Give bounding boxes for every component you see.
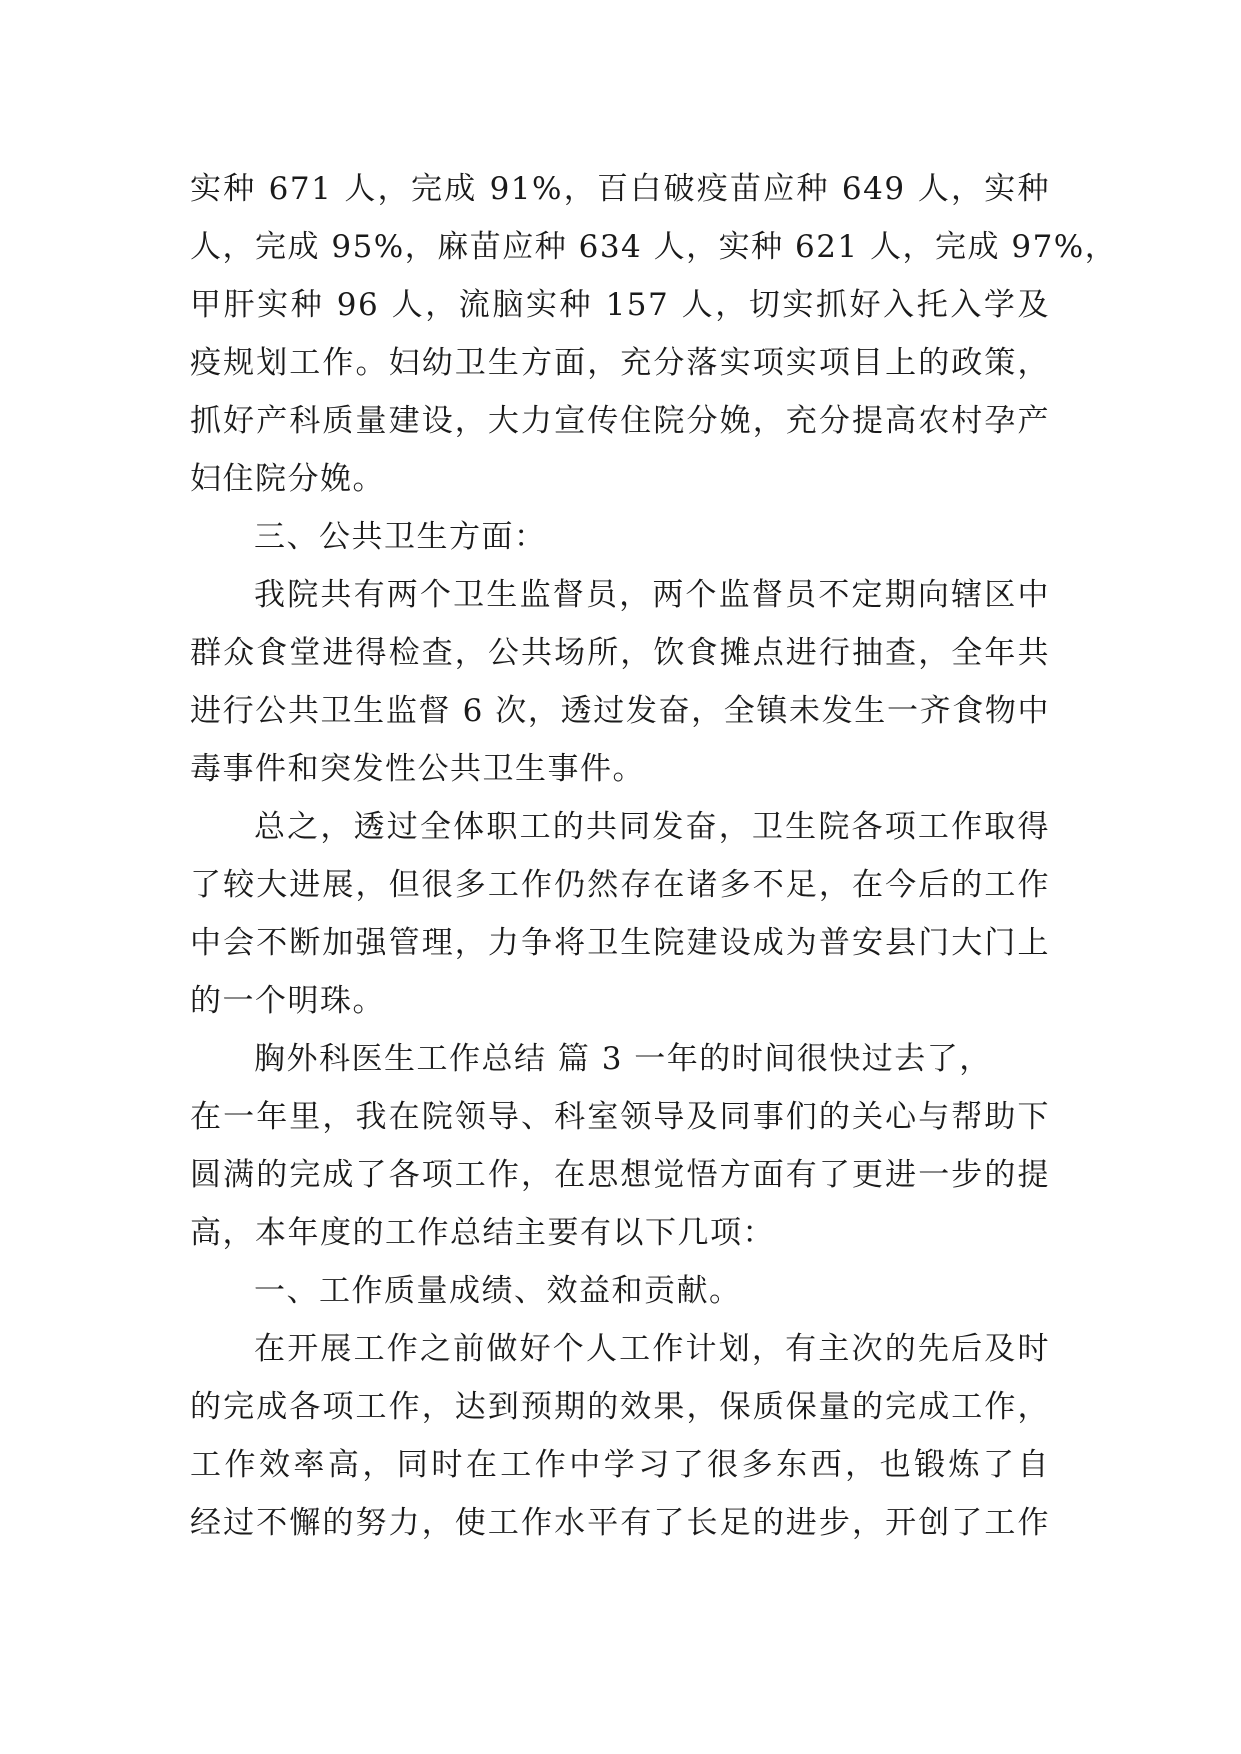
text-line: 进行公共卫生监督 6 次，透过发奋，全镇未发生一齐食物中 (190, 693, 1050, 729)
document-body (190, 160, 1118, 1552)
text-line: 抓好产科质量建设，大力宣传住院分娩，充分提高农村孕产 (190, 403, 1050, 439)
text-line: 的一个明珠。 (190, 983, 385, 1019)
text-line: 疫规划工作。妇幼卫生方面，充分落实项实项目上的政策， (190, 345, 1050, 381)
text-line: 高，本年度的工作总结主要有以下几项： (190, 1215, 775, 1251)
text-line: 群众食堂进得检查，公共场所，饮食摊点进行抽查，全年共 (190, 635, 1050, 671)
text-line: 了较大进展，但很多工作仍然存在诸多不足，在今后的工作 (190, 867, 1050, 903)
text-line: 人，完成 95%，麻苗应种 634 人，实种 621 人，完成 97%， (190, 229, 1118, 265)
text-line: 三、公共卫生方面： (254, 519, 547, 555)
text-line: 在一年里，我在院领导、科室领导及同事们的关心与帮助下 (190, 1099, 1050, 1135)
text-line: 胸外科医生工作总结 篇 3 一年的时间很快过去了， (254, 1041, 992, 1077)
text-line: 工作效率高，同时在工作中学习了很多东西，也锻炼了自 (190, 1447, 1050, 1483)
text-line: 经过不懈的努力，使工作水平有了长足的进步，开创了工作 (190, 1505, 1050, 1541)
text-line: 在开展工作之前做好个人工作计划，有主次的先后及时 (254, 1331, 1050, 1367)
text-line: 甲肝实种 96 人，流脑实种 157 人，切实抓好入托入学及 (190, 287, 1050, 323)
text-line: 的完成各项工作，达到预期的效果，保质保量的完成工作， (190, 1389, 1050, 1425)
text-line: 妇住院分娩。 (190, 461, 385, 497)
text-line: 圆满的完成了各项工作，在思想觉悟方面有了更进一步的提 (190, 1157, 1050, 1193)
text-line: 总之，透过全体职工的共同发奋，卫生院各项工作取得 (254, 809, 1050, 845)
text-line: 一、工作质量成绩、效益和贡献。 (254, 1273, 742, 1309)
text-line: 中会不断加强管理，力争将卫生院建设成为普安县门大门上 (190, 925, 1050, 961)
text-line: 毒事件和突发性公共卫生事件。 (190, 751, 645, 787)
text-line: 我院共有两个卫生监督员，两个监督员不定期向辖区中 (254, 577, 1050, 613)
text-line: 实种 671 人，完成 91%，百白破疫苗应种 649 人，实种 (190, 171, 1050, 207)
